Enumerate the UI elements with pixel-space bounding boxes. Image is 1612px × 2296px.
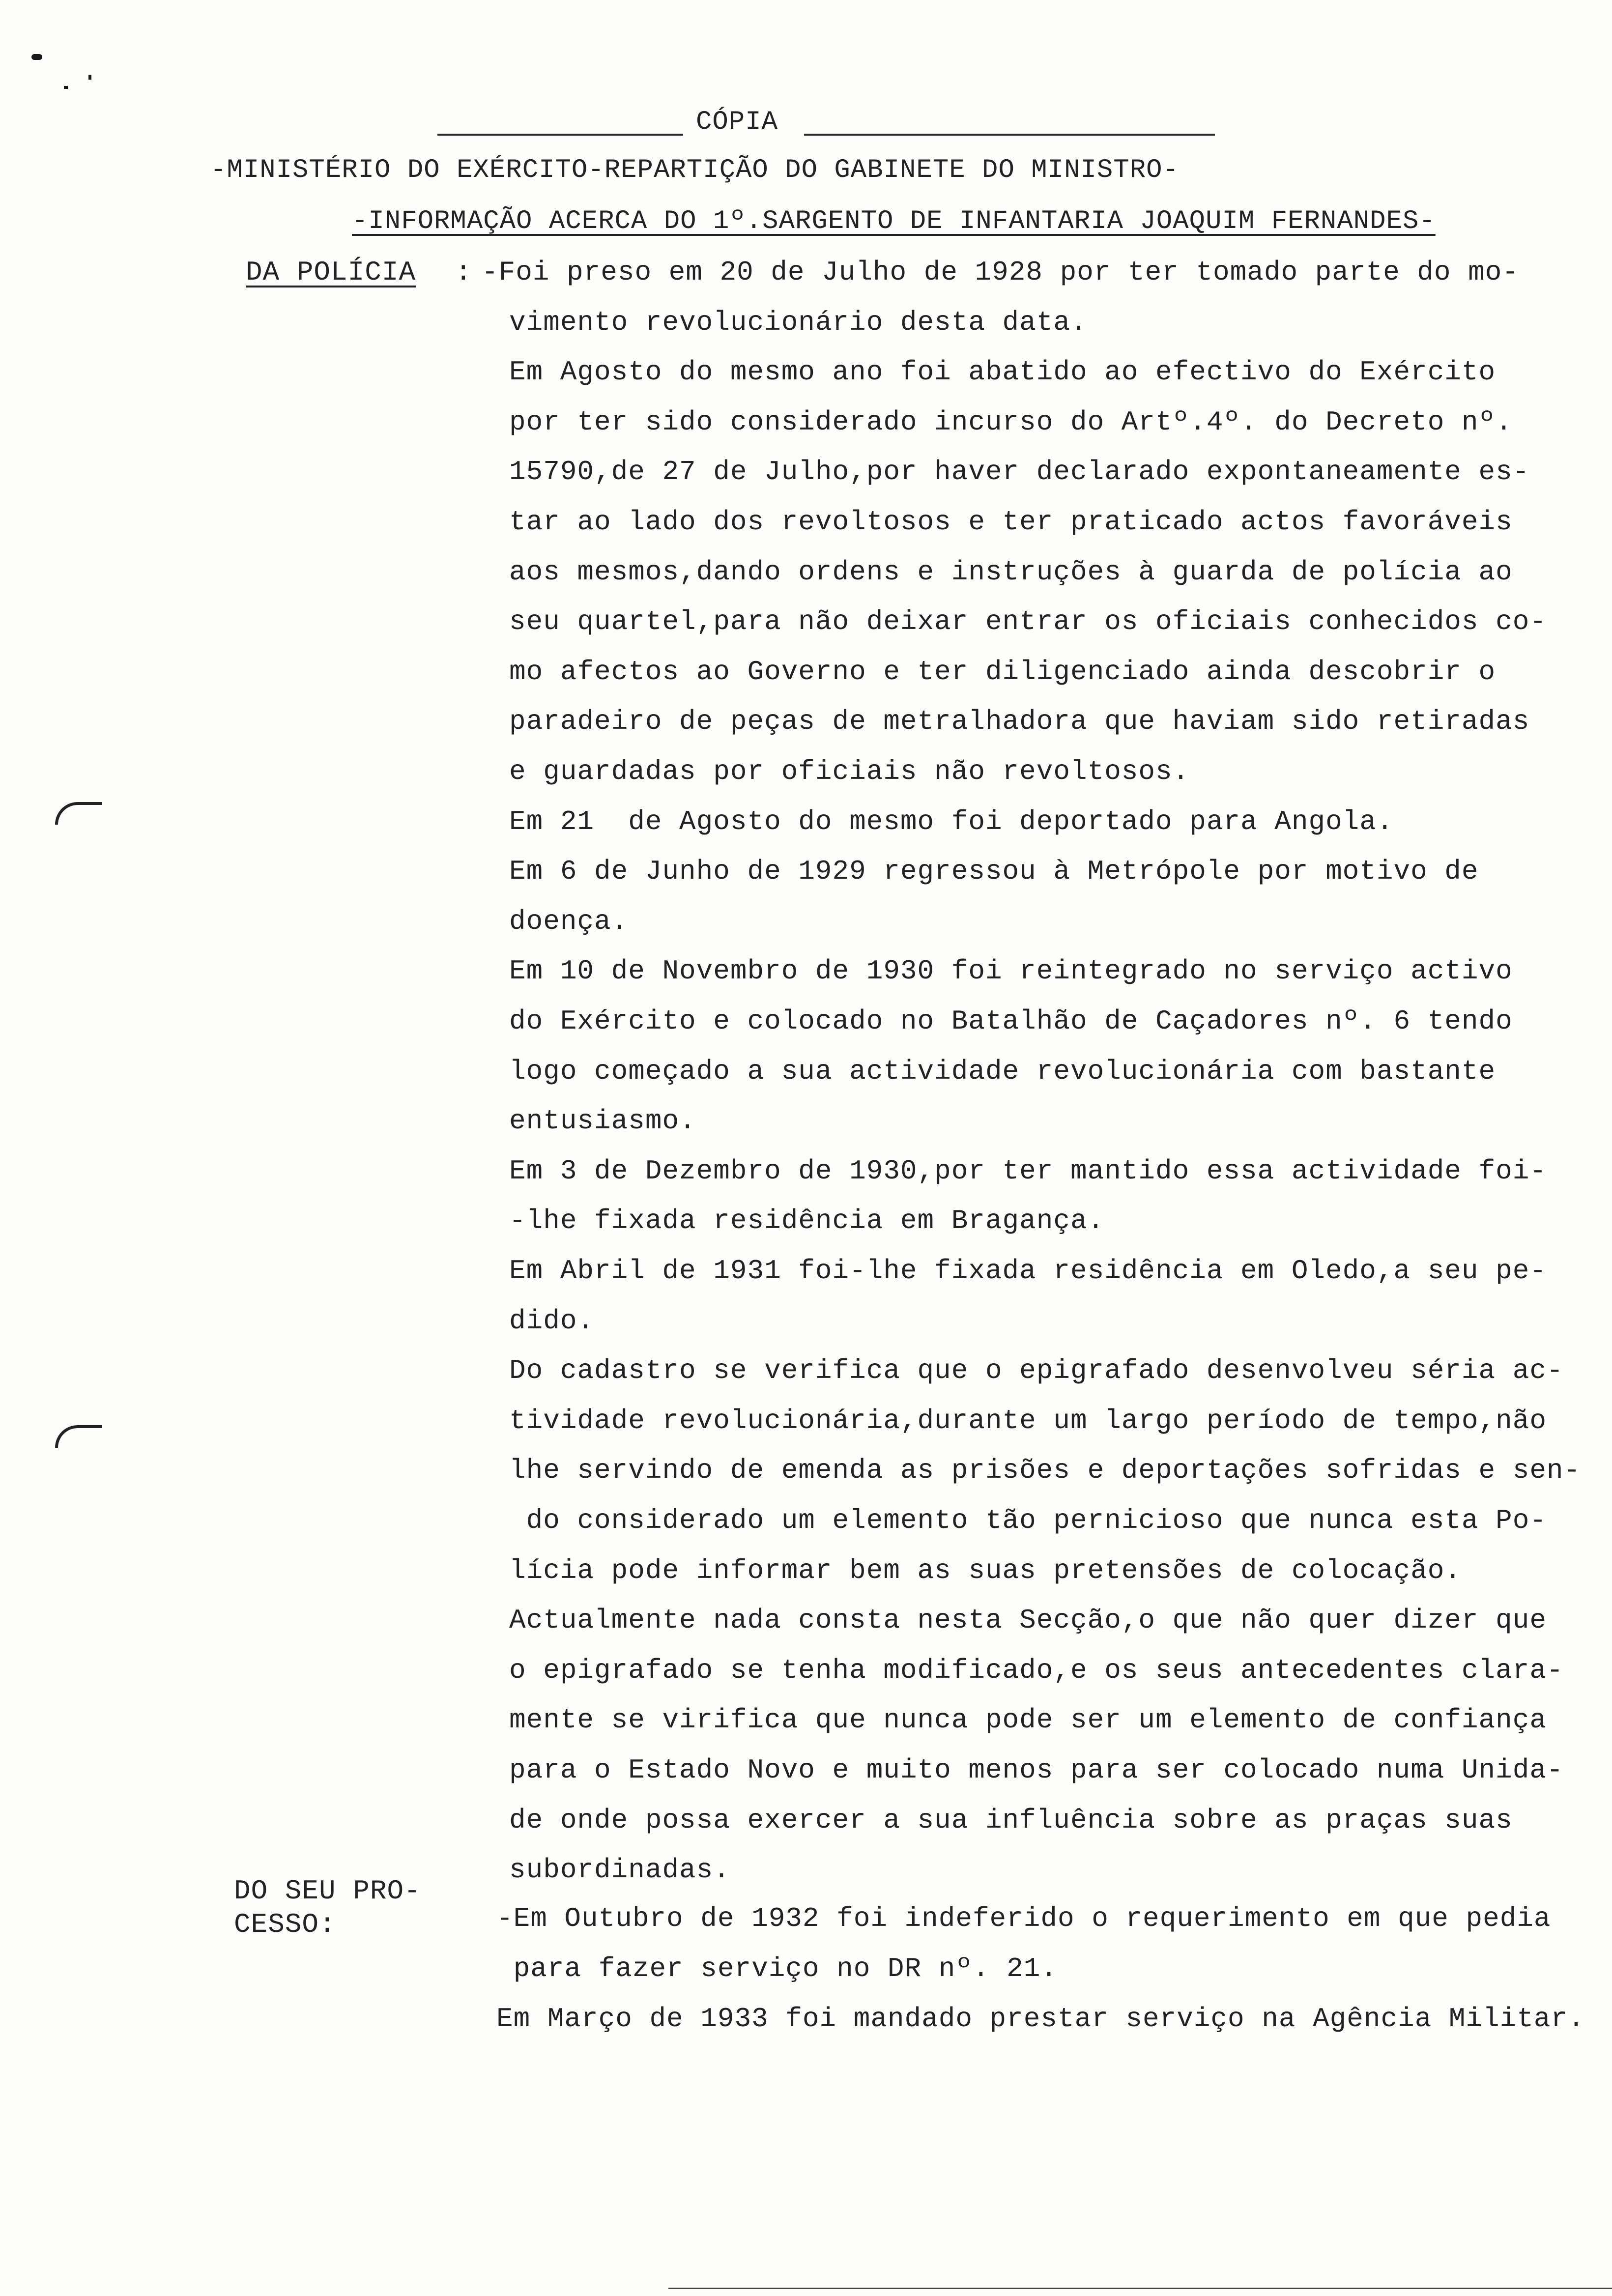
body-text-line: Em Abril de 1931 foi-lhe fixada residência em Oledo,a seu pe-	[509, 1255, 1547, 1287]
body-text-line: -lhe fixada residência em Bragança.	[509, 1205, 1105, 1237]
section-label-process-1: DO SEU PRO-	[234, 1875, 421, 1907]
body-text-line: tividade revolucionária,durante um largo período de tempo,não	[509, 1405, 1547, 1436]
body-text-line: entusiasmo.	[509, 1105, 696, 1137]
body-text-line: Em Março de 1933 foi mandado prestar serviço na Agência Militar.	[496, 2003, 1585, 2035]
body-text-line: do considerado um elemento tão pernicioso que nunca esta Po-	[509, 1505, 1547, 1536]
body-text-line: Actualmente nada consta nesta Secção,o que não quer dizer que	[509, 1605, 1547, 1636]
body-text-line: aos mesmos,dando ordens e instruções à guarda de polícia ao	[509, 556, 1513, 588]
section-label-separator: :	[455, 257, 472, 288]
body-text-line: Em Agosto do mesmo ano foi abatido ao efectivo do Exército	[509, 356, 1496, 388]
section-label-police: DA POLÍCIA	[246, 257, 416, 288]
body-text-line: do Exército e colocado no Batalhão de Caçadores nº. 6 tendo	[509, 1005, 1513, 1037]
punch-hole-mark	[55, 802, 102, 825]
body-text-line: mente se virifica que nunca pode ser um elemento de confiança	[509, 1704, 1547, 1736]
scan-speck	[88, 75, 91, 80]
body-text-line: logo começado a sua actividade revolucionária com bastante	[509, 1055, 1496, 1087]
body-text-line: tar ao lado dos revoltosos e ter praticado actos favoráveis	[509, 506, 1513, 538]
body-text-line: 15790,de 27 de Julho,por haver declarado expontaneamente es-	[509, 456, 1530, 488]
body-text-line: Em 6 de Junho de 1929 regressou à Metrópole por motivo de	[509, 856, 1479, 888]
subject-heading: -INFORMAÇÃO ACERCA DO 1º.SARGENTO DE INFANTARIA JOAQUIM FERNANDES-	[352, 206, 1436, 236]
copy-title: CÓPIA	[696, 107, 778, 137]
punch-hole-mark	[55, 1425, 102, 1448]
body-text-line: e guardadas por oficiais não revoltosos.	[509, 756, 1190, 787]
body-text-line: seu quartel,para não deixar entrar os oficiais conhecidos co-	[509, 606, 1547, 638]
body-text-line: -Em Outubro de 1932 foi indeferido o requerimento em que pedia	[496, 1903, 1551, 1934]
body-text-line: mo afectos ao Governo e ter diligenciado ainda descobrir o	[509, 656, 1496, 688]
body-text-line: doença.	[509, 905, 629, 937]
body-text-line: Do cadastro se verifica que o epigrafado desenvolveu séria ac-	[509, 1355, 1564, 1387]
scan-speck	[64, 86, 68, 89]
section-label-process-2: CESSO:	[234, 1909, 336, 1940]
body-text-line: Em 3 de Dezembro de 1930,por ter mantido essa actividade foi-	[509, 1155, 1547, 1187]
body-text-line: lícia pode informar bem as suas pretensões de colocação.	[509, 1554, 1462, 1586]
body-text-line: Em 21 de Agosto do mesmo foi deportado para Angola.	[509, 805, 1394, 837]
page-bottom-edge	[668, 2288, 1612, 2289]
body-text-line: paradeiro de peças de metralhadora que haviam sido retiradas	[509, 706, 1530, 738]
body-text-line: para fazer serviço no DR nº. 21.	[496, 1953, 1058, 1984]
body-text-line: por ter sido considerado incurso do Artº.4º. do Decreto nº.	[509, 406, 1513, 438]
body-text-line: subordinadas.	[509, 1854, 730, 1886]
body-text-line: vimento revolucionário desta data.	[509, 306, 1088, 338]
header-rule-right	[804, 134, 1215, 136]
body-text-line: de onde possa exercer a sua influência sobre as praças suas	[509, 1804, 1513, 1836]
body-text-line: o epigrafado se tenha modificado,e os seus antecedentes clara-	[509, 1654, 1564, 1686]
header-rule-left	[437, 134, 683, 136]
body-text-line: -Foi preso em 20 de Julho de 1928 por ter tomado parte do mo-	[482, 257, 1519, 288]
body-text-line: para o Estado Novo e muito menos para ser colocado numa Unida-	[509, 1754, 1564, 1786]
body-text-line: Em 10 de Novembro de 1930 foi reintegrado no serviço activo	[509, 955, 1513, 987]
ministry-heading: -MINISTÉRIO DO EXÉRCITO-REPARTIÇÃO DO GABINETE DO MINISTRO-	[210, 155, 1179, 185]
scan-speck	[31, 54, 42, 60]
body-text-line: dido.	[509, 1305, 595, 1337]
body-text-line: lhe servindo de emenda as prisões e deportações sofridas e sen-	[509, 1455, 1581, 1487]
